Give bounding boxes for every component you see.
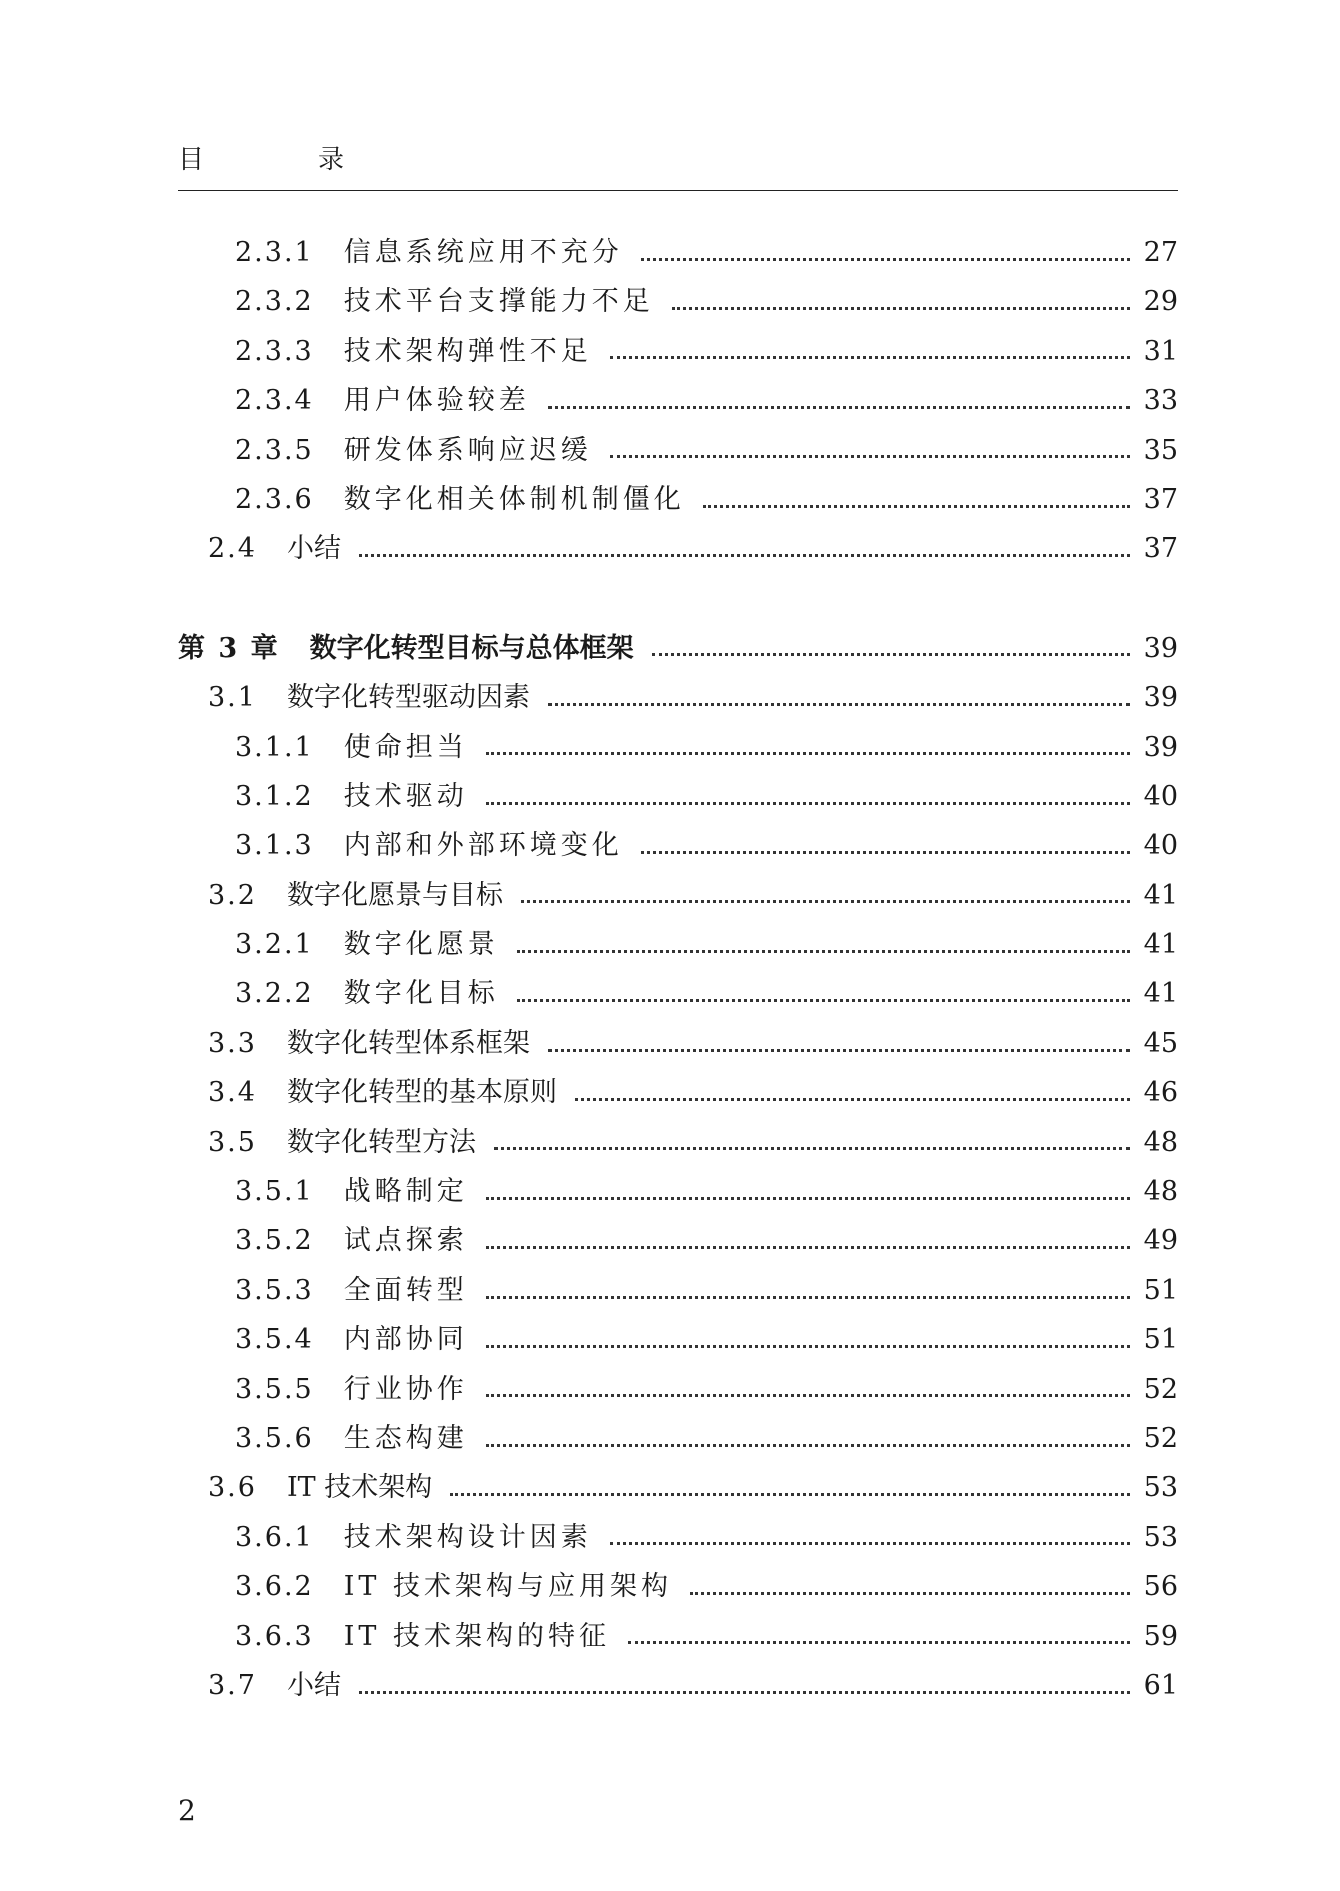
dot-leader	[672, 306, 1130, 310]
toc-entry-title: 技术驱动	[343, 780, 468, 812]
toc-entry-title: 用户体验较差	[343, 385, 530, 417]
toc-entry-page: 53	[1143, 1521, 1178, 1553]
toc-entry-page: 39	[1143, 682, 1178, 714]
toc-entry-page: 40	[1143, 830, 1178, 862]
dot-leader	[628, 1640, 1130, 1644]
toc-entry-title: 战略制定	[343, 1176, 468, 1208]
dot-leader	[486, 751, 1130, 755]
toc-entry-page: 27	[1143, 237, 1178, 268]
toc-entry-number: 3.5	[208, 1126, 257, 1158]
toc-entry-title: 使命担当	[343, 731, 468, 763]
toc-entry-page: 41	[1143, 879, 1178, 911]
toc-entry-title: 数字化愿景与目标	[286, 879, 503, 911]
toc-entry-sub[interactable]	[178, 920, 1178, 969]
toc-entry-number: 3.2.1	[235, 929, 314, 961]
toc-entry-number: 3.5.4	[235, 1324, 314, 1356]
toc-entry-page: 41	[1143, 929, 1178, 961]
toc-entry-sub[interactable]	[178, 228, 1178, 277]
dot-leader	[690, 1591, 1130, 1595]
toc-entry-number: 3.5.2	[235, 1225, 314, 1257]
toc-entry-page: 45	[1143, 1027, 1178, 1059]
toc-entry-page: 40	[1143, 780, 1178, 812]
toc-entry-section[interactable]	[178, 673, 1178, 722]
dot-leader	[486, 1393, 1130, 1397]
toc-entry-page: 41	[1143, 978, 1178, 1010]
toc-entry-title: 数字化转型的基本原则	[286, 1077, 557, 1109]
toc-entry-page: 59	[1143, 1620, 1178, 1652]
toc-entry-section[interactable]	[178, 1661, 1178, 1710]
toc-entry-number: 3.2	[208, 879, 257, 911]
dot-leader	[450, 1492, 1129, 1496]
toc-entry-section[interactable]	[178, 1118, 1178, 1167]
dot-leader	[610, 454, 1130, 458]
chapter-gap	[178, 574, 1178, 624]
toc-entry-title: 全面转型	[343, 1274, 468, 1306]
dot-leader	[610, 355, 1130, 359]
dot-leader	[359, 1690, 1130, 1694]
toc-entry-page: 61	[1143, 1669, 1178, 1701]
toc-entry-title: 数字化目标	[343, 978, 499, 1010]
toc-entry-number: 2.3.6	[235, 483, 314, 515]
toc-entry-title: 技术架构弹性不足	[343, 335, 592, 367]
toc-entry-page: 56	[1143, 1571, 1178, 1603]
toc-entry-sub[interactable]	[178, 1266, 1178, 1315]
toc-entry-title: 内部协同	[343, 1324, 468, 1356]
toc-entry-title: 小结	[286, 1669, 341, 1701]
dot-leader	[521, 899, 1130, 903]
dot-leader	[548, 405, 1130, 409]
toc-entry-page: 46	[1143, 1077, 1178, 1109]
toc-entry-sub[interactable]	[178, 772, 1178, 821]
toc-entry-number: 3.5.3	[235, 1274, 314, 1306]
toc-entry-sub[interactable]	[178, 327, 1178, 376]
dot-leader	[548, 702, 1130, 706]
toc-entry-page: 52	[1143, 1422, 1178, 1454]
toc-entry-title: IT 技术架构的特征	[343, 1620, 610, 1652]
toc-entry-sub[interactable]	[178, 277, 1178, 326]
toc-entry-number: 3.5.6	[235, 1422, 314, 1454]
toc-entry-sub[interactable]	[178, 376, 1178, 425]
toc-entry-section[interactable]	[178, 1019, 1178, 1068]
toc-entry-title: 技术平台支撑能力不足	[343, 286, 654, 318]
toc-entry-title: 研发体系响应迟缓	[343, 434, 592, 466]
toc-entry-sub[interactable]	[178, 1315, 1178, 1364]
toc-entry-number: 第 3 章	[178, 632, 280, 664]
toc-entry-number: 2.3.2	[235, 286, 314, 318]
toc-entry-title: 内部和外部环境变化	[343, 830, 623, 862]
toc-entry-number: 3.7	[208, 1669, 257, 1701]
toc-entry-page: 39	[1143, 731, 1178, 763]
header-title: 目 录	[178, 145, 389, 175]
toc-entry-title: 数字化愿景	[343, 929, 499, 961]
dot-leader	[486, 1295, 1130, 1299]
toc-entry-page: 52	[1143, 1373, 1178, 1405]
toc-entry-number: 3.6.2	[235, 1571, 314, 1603]
toc-entry-title: 数字化转型体系框架	[286, 1027, 530, 1059]
dot-leader	[548, 1048, 1130, 1052]
toc-group-chapter-2	[178, 228, 1178, 574]
toc-entry-number: 3.1.2	[235, 780, 314, 812]
dot-leader	[641, 850, 1130, 854]
page-number: 2	[178, 1794, 196, 1827]
header-rule	[178, 190, 1178, 191]
toc-entry-sub[interactable]	[178, 821, 1178, 870]
toc-entry-page: 35	[1143, 434, 1178, 466]
toc-entry-title: 小结	[286, 533, 341, 565]
toc-entry-number: 2.4	[208, 533, 257, 565]
toc-entry-title: 数字化相关体制机制僵化	[343, 483, 685, 515]
toc-entry-page: 48	[1143, 1126, 1178, 1158]
toc-entry-title: 信息系统应用不充分	[343, 237, 623, 268]
toc-entry-number: 2.3.5	[235, 434, 314, 466]
toc-entry-page: 29	[1143, 286, 1178, 318]
toc-entry-title: IT 技术架构与应用架构	[343, 1571, 672, 1603]
toc-entry-page: 37	[1143, 483, 1178, 515]
running-header	[178, 143, 1178, 177]
toc-entry-number: 3.1.1	[235, 731, 314, 763]
toc-entry-title: IT 技术架构	[286, 1472, 433, 1504]
toc-entry-page: 37	[1143, 533, 1178, 565]
toc-entry-number: 2.3.4	[235, 385, 314, 417]
toc-entry-number: 2.3.1	[235, 237, 314, 268]
dot-leader	[652, 652, 1130, 656]
toc-entry-number: 3.6.3	[235, 1620, 314, 1652]
toc-entry-sub[interactable]	[178, 1167, 1178, 1216]
dot-leader	[610, 1541, 1130, 1545]
toc-entry-number: 3.6	[208, 1472, 257, 1504]
dot-leader	[641, 257, 1130, 261]
toc-entry-section[interactable]	[178, 524, 1178, 573]
toc-entry-title: 数字化转型驱动因素	[286, 682, 530, 714]
toc-entry-sub[interactable]	[178, 723, 1178, 772]
toc-entry-number: 3.3	[208, 1027, 257, 1059]
dot-leader	[486, 801, 1130, 805]
dot-leader	[359, 553, 1130, 557]
toc-entry-sub[interactable]	[178, 426, 1178, 475]
toc-entry-section[interactable]	[178, 1068, 1178, 1117]
toc-entry-page: 31	[1143, 335, 1178, 367]
toc-entry-sub[interactable]	[178, 1562, 1178, 1611]
toc-entry-section[interactable]	[178, 871, 1178, 920]
toc-entry-sub[interactable]	[178, 1513, 1178, 1562]
toc-entry-chapter[interactable]	[178, 624, 1178, 673]
toc-group-chapter-3	[178, 624, 1178, 1711]
toc-entry-number: 3.5.1	[235, 1176, 314, 1208]
toc-entry-page: 51	[1143, 1274, 1178, 1306]
table-of-contents	[178, 228, 1178, 1710]
dot-leader	[494, 1146, 1130, 1150]
dot-leader	[486, 1245, 1130, 1249]
toc-entry-sub[interactable]	[178, 1612, 1178, 1661]
toc-entry-title: 数字化转型方法	[286, 1126, 476, 1158]
toc-entry-section[interactable]	[178, 1463, 1178, 1512]
toc-entry-page: 49	[1143, 1225, 1178, 1257]
dot-leader	[486, 1196, 1130, 1200]
dot-leader	[486, 1443, 1130, 1447]
toc-entry-sub[interactable]	[178, 1414, 1178, 1463]
toc-entry-title: 数字化转型目标与总体框架	[309, 632, 634, 664]
toc-entry-number: 3.5.5	[235, 1373, 314, 1405]
toc-entry-number: 2.3.3	[235, 335, 314, 367]
toc-entry-title: 行业协作	[343, 1373, 468, 1405]
dot-leader	[575, 1097, 1130, 1101]
toc-entry-sub[interactable]	[178, 1216, 1178, 1265]
toc-entry-title: 技术架构设计因素	[343, 1521, 592, 1553]
toc-entry-number: 3.1.3	[235, 830, 314, 862]
dot-leader	[517, 998, 1130, 1002]
toc-entry-page: 51	[1143, 1324, 1178, 1356]
toc-entry-number: 3.6.1	[235, 1521, 314, 1553]
toc-entry-page: 48	[1143, 1176, 1178, 1208]
toc-entry-sub[interactable]	[178, 1365, 1178, 1414]
toc-entry-title: 生态构建	[343, 1422, 468, 1454]
dot-leader	[486, 1344, 1130, 1348]
toc-entry-number: 3.1	[208, 682, 257, 714]
toc-entry-sub[interactable]	[178, 969, 1178, 1018]
toc-entry-title: 试点探索	[343, 1225, 468, 1257]
toc-entry-number: 3.4	[208, 1077, 257, 1109]
dot-leader	[703, 504, 1130, 508]
dot-leader	[517, 949, 1130, 953]
toc-entry-page: 33	[1143, 385, 1178, 417]
toc-entry-sub[interactable]	[178, 475, 1178, 524]
toc-entry-number: 3.2.2	[235, 978, 314, 1010]
toc-entry-page: 53	[1143, 1472, 1178, 1504]
toc-entry-page: 39	[1143, 632, 1178, 664]
